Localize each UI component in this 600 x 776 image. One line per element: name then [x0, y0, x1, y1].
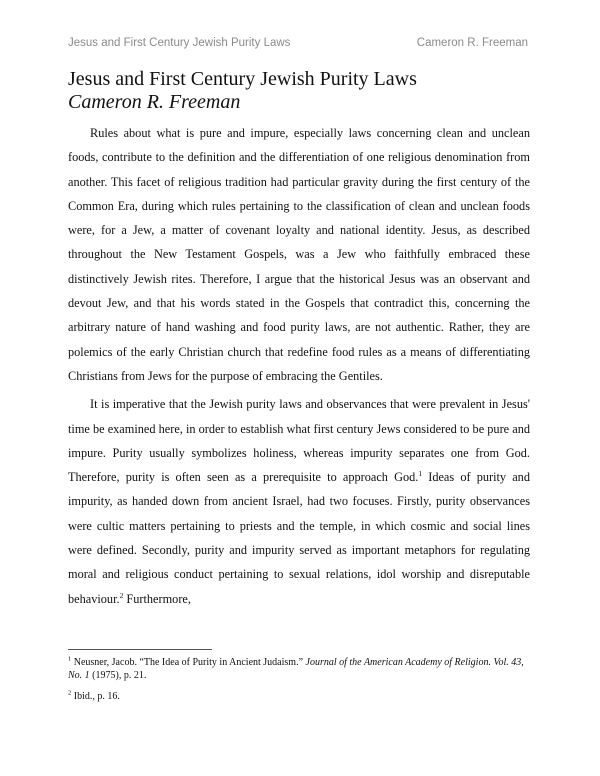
- paragraph-1: Rules about what is pure and impure, especially laws concerning clean and unclean foods, contribute to the definition and the differentiation of one religious denomination from another. This facet of religious tradition had particular gravity during the first century of the Common Era, during which rules pertaining to the classification of clean and unclean foods were, for a Jew, a matter of covenant loyalty and national identity. Jesus, as described throughout the New Testament Gospels, was a Jew who faithfully embraced these distinctively Jewish rites. Therefore, I argue that the historical Jesus was an observant and devout Jew, and that his words stated in the Gospels that contradict this, concerning the arbitrary nature of hand washing and food purity laws, are not authentic. Rather, they are polemics of the early Christian church that redefine food rules as a means of differentiating Christians from Jews for the purpose of embracing the Gentiles.: [68, 126, 530, 383]
- paragraph-2: [68, 392, 530, 611]
- footnote-ref-2[interactable]: 2: [119, 590, 124, 600]
- paragraph-2-text-a: It is imperative that the Jewish purity laws and observances that were prevalent in Jesus' time be examined here, in order to establish what first century Jews considered to be pure and impure. Purity usually symbolizes holiness, whereas impurity separates one from God. Therefore, purity is often seen as a prerequisite to approach God.: [68, 397, 530, 485]
- paragraph-2-text-b: Ideas of purity and impurity, as handed down from ancient Israel, had two focuses. Firstly, purity observances were cultic matters pertaining to priests and the temple, in which cosmic and social lines were defined. Secondly, purity and impurity served as important metaphors for regulating moral and religious conduct pertaining to sexual relations, idol worship and disreputable behaviour.: [68, 470, 530, 606]
- footnote-2-mark: 2: [68, 689, 72, 697]
- running-header-title: Jesus and First Century Jewish Purity Laws: [68, 37, 291, 49]
- title-block: [68, 68, 530, 114]
- footnote-2: [68, 690, 530, 703]
- footnote-1-tail: (1975), p. 21.: [89, 670, 147, 681]
- running-header: [68, 37, 528, 49]
- footnotes: [68, 656, 530, 711]
- footnote-1: [68, 656, 530, 682]
- footnote-divider: [68, 649, 212, 650]
- footnote-1-mark: 1: [68, 655, 72, 663]
- running-header-author: Cameron R. Freeman: [416, 37, 528, 49]
- document-body: [68, 121, 530, 615]
- footnote-1-journal: Journal of the American Academy of Religion. Vol. 43, No. 1: [68, 657, 524, 681]
- paragraph-2-text-c: Furthermore,: [123, 591, 191, 606]
- document-title: Jesus and First Century Jewish Purity Laws: [68, 68, 417, 90]
- footnote-ref-1[interactable]: 1: [418, 469, 423, 479]
- footnote-1-text: Neusner, Jacob. “The Idea of Purity in Ancient Judaism.”: [71, 657, 306, 668]
- document-author: Cameron R. Freeman: [68, 91, 241, 113]
- footnote-2-text: Ibid., p. 16.: [71, 691, 120, 702]
